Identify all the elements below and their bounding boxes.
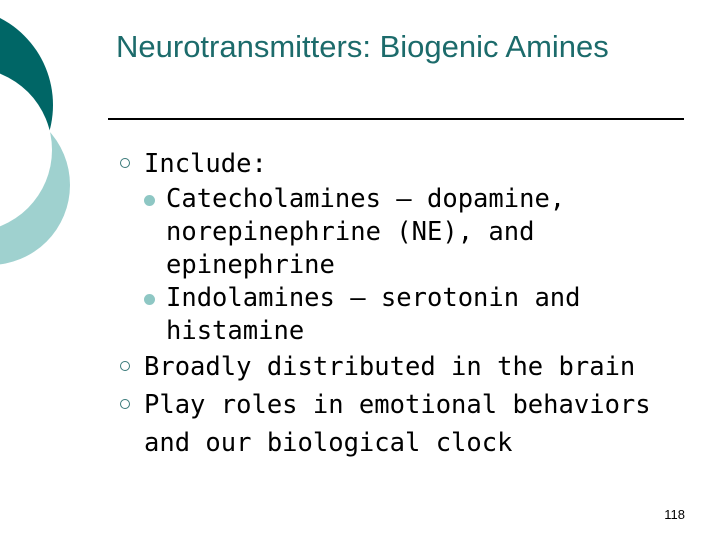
sub-bullet-item [144, 282, 700, 348]
ring-bullet-icon [120, 158, 130, 168]
bullet-text: Broadly distributed in the brain [144, 352, 636, 382]
sub-bullet-text: Indolamines – serotonin and histamine [166, 283, 581, 346]
title-divider [108, 118, 684, 120]
page-number: 118 [664, 507, 685, 522]
ring-bullet-icon [120, 361, 130, 371]
decorative-circles [0, 0, 90, 300]
sub-bullet-text: Catecholamines – dopamine, norepinephrine (NE), and epinephrine [166, 184, 566, 280]
ring-bullet-icon [120, 399, 130, 409]
dot-bullet-icon [144, 294, 155, 305]
bullet-text: Play roles in emotional behaviors and our biological clock [144, 390, 651, 458]
bullet-list [120, 145, 700, 462]
slide-title: Neurotransmitters: Biogenic Amines [116, 29, 609, 64]
bullet-item [120, 348, 700, 386]
sub-bullet-item [144, 183, 700, 282]
bullet-item [120, 145, 700, 183]
dot-bullet-icon [144, 195, 155, 206]
bullet-text: Include: [144, 149, 267, 179]
bullet-item [120, 386, 700, 462]
